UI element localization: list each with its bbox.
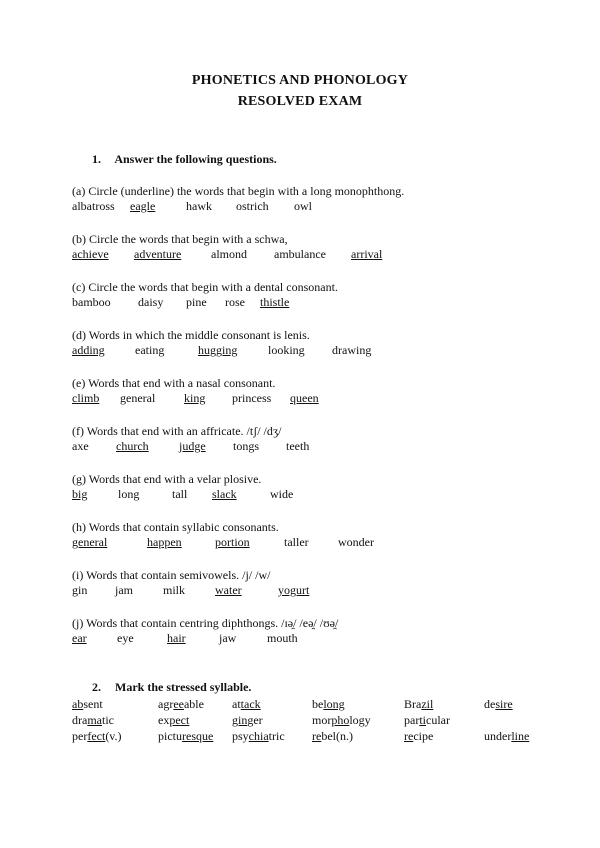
unstressed-part: (v.): [105, 729, 122, 743]
answer-word: daisy: [138, 295, 164, 309]
stress-word: [232, 713, 263, 728]
unstressed-part: under: [484, 729, 512, 743]
stressed-syllable: fect: [87, 729, 106, 743]
answer-word-selected: queen: [290, 391, 319, 405]
unstressed-part: psy: [232, 729, 249, 743]
section-1-heading: [92, 152, 277, 167]
answer-word: taller: [284, 535, 309, 549]
stressed-syllable: pho: [331, 713, 350, 727]
answer-word: jam: [115, 583, 133, 597]
answer-word: ambulance: [274, 247, 326, 261]
stressed-syllable: chia: [248, 729, 269, 743]
unstressed-part: tric: [268, 729, 285, 743]
answer-word: teeth: [286, 439, 310, 453]
answer-word: milk: [163, 583, 186, 597]
answer-word: eye: [117, 631, 134, 645]
answer-word: rose: [225, 295, 245, 309]
answer-word: axe: [72, 439, 89, 453]
stressed-syllable: re: [404, 729, 414, 743]
answer-word: drawing: [332, 343, 372, 357]
stress-word: [72, 729, 122, 744]
question-h: [72, 520, 374, 551]
answer-word-row: [72, 247, 383, 263]
question-i: [72, 568, 310, 599]
unstressed-part: at: [232, 697, 241, 711]
stress-word: [312, 697, 345, 712]
answer-word-row: [72, 295, 338, 311]
question-prompt: (i) Words that contain semivowels. /j/ /w/: [72, 568, 271, 582]
answer-word-selected: general: [72, 535, 108, 549]
stressed-syllable: ab: [72, 697, 84, 711]
unstressed-part: Bra: [404, 697, 422, 711]
answer-word-selected: arrival: [351, 247, 383, 261]
question-f: [72, 424, 310, 455]
section-2-heading: [92, 680, 251, 695]
stressed-syllable: gin: [232, 713, 248, 727]
answer-word-selected: hugging: [198, 343, 238, 357]
question-b: [72, 232, 383, 263]
answer-word-selected: portion: [215, 535, 250, 549]
question-c: [72, 280, 338, 311]
stressed-syllable: ee: [173, 697, 184, 711]
unstressed-part: agr: [158, 697, 174, 711]
unstressed-part: ger: [247, 713, 263, 727]
answer-word-selected: climb: [72, 391, 100, 405]
answer-word-selected: thistle: [260, 295, 290, 309]
page-subtitle: RESOLVED EXAM: [237, 94, 363, 109]
unstressed-part: bel(n.): [321, 729, 353, 743]
answer-word: ostrich: [236, 199, 269, 213]
unstressed-part: mor: [312, 713, 332, 727]
answer-word: wonder: [338, 535, 374, 549]
question-prompt: (b) Circle the words that begin with a schwa,: [72, 232, 288, 246]
answer-word-row: [72, 343, 372, 359]
stress-word: [158, 697, 204, 712]
unstressed-part: pictu: [158, 729, 182, 743]
stress-word: [484, 697, 513, 712]
question-prompt: (h) Words that contain syllabic consonants.: [72, 520, 279, 534]
stress-word: [404, 729, 433, 744]
unstressed-part: ex: [158, 713, 170, 727]
answer-word: long: [118, 487, 140, 501]
stress-word: [232, 697, 261, 712]
stress-word: [312, 729, 353, 744]
stress-word: [404, 697, 433, 712]
stressed-syllable: re: [312, 729, 322, 743]
answer-word-row: [72, 631, 338, 647]
unstressed-part: dra: [72, 713, 88, 727]
answer-word: tongs: [233, 439, 260, 453]
stress-word: [404, 713, 450, 728]
question-d: [72, 328, 372, 359]
answer-word: eating: [135, 343, 165, 357]
stress-word: [312, 713, 371, 728]
answer-word-selected: church: [116, 439, 149, 453]
stress-word: [232, 729, 285, 744]
section-2-number: 2.: [92, 680, 101, 694]
answer-word: albatross: [72, 199, 115, 213]
stressed-syllable: tack: [240, 697, 261, 711]
question-j: [72, 616, 338, 647]
stress-word: [484, 729, 529, 744]
answer-word: mouth: [267, 631, 298, 645]
page-title: PHONETICS AND PHONOLOGY: [191, 73, 409, 88]
unstressed-part: par: [404, 713, 420, 727]
unstressed-part: logy: [349, 713, 371, 727]
question-a: [72, 184, 404, 215]
section-1-number: 1.: [92, 152, 101, 166]
unstressed-part: be: [312, 697, 324, 711]
answer-word-selected: adding: [72, 343, 105, 357]
answer-word-row: [72, 535, 374, 551]
question-g: [72, 472, 294, 503]
question-prompt: (j) Words that contain centring diphthongs. /ɪə̯/ /eə̯/ /ʊə̯/: [72, 616, 339, 630]
stressed-syllable: pect: [169, 713, 190, 727]
answer-word-selected: yogurt: [278, 583, 310, 597]
unstressed-part: per: [72, 729, 88, 743]
answer-word: hawk: [186, 199, 212, 213]
unstressed-part: able: [183, 697, 204, 711]
answer-word: wide: [270, 487, 294, 501]
answer-word: general: [120, 391, 156, 405]
answer-word: owl: [294, 199, 312, 213]
answer-word-row: [72, 583, 310, 599]
stress-word: [158, 729, 213, 744]
unstressed-part: cipe: [413, 729, 434, 743]
answer-word: almond: [211, 247, 247, 261]
answer-word: gin: [72, 583, 88, 597]
question-prompt: (f) Words that end with an affricate. /tʃ/ /dʒ/: [72, 424, 282, 438]
stressed-syllable: zil: [421, 697, 434, 711]
stressed-syllable: line: [511, 729, 530, 743]
stressed-syllable: long: [323, 697, 345, 711]
question-prompt: (a) Circle (underline) the words that begin with a long monophthong.: [72, 184, 405, 198]
answer-word-selected: achieve: [72, 247, 109, 261]
stressed-syllable: resque: [182, 729, 214, 743]
question-prompt: (c) Circle the words that begin with a dental consonant.: [72, 280, 338, 294]
answer-word-selected: adventure: [134, 247, 182, 261]
answer-word: bamboo: [72, 295, 111, 309]
answer-word-row: [72, 439, 310, 455]
answer-word-row: [72, 199, 404, 215]
answer-word-selected: water: [215, 583, 242, 597]
stress-word: [72, 713, 114, 728]
answer-word-selected: happen: [147, 535, 182, 549]
answer-word-row: [72, 487, 294, 503]
answer-word-selected: slack: [212, 487, 237, 501]
section-1-title: Answer the following questions.: [114, 152, 277, 166]
answer-word: looking: [268, 343, 305, 357]
unstressed-part: sent: [83, 697, 103, 711]
section-2-title: Mark the stressed syllable.: [115, 680, 252, 694]
answer-word: jaw: [219, 631, 237, 645]
stressed-syllable: sire: [495, 697, 513, 711]
answer-word-row: [72, 391, 319, 407]
answer-word-selected: king: [184, 391, 206, 405]
stressed-syllable: ma: [87, 713, 102, 727]
question-prompt: (d) Words in which the middle consonant is lenis.: [72, 328, 310, 342]
answer-word-selected: ear: [72, 631, 87, 645]
question-prompt: (e) Words that end with a nasal consonant.: [72, 376, 276, 390]
answer-word-selected: eagle: [130, 199, 156, 213]
answer-word-selected: hair: [167, 631, 186, 645]
unstressed-part: cular: [426, 713, 450, 727]
question-prompt: (g) Words that end with a velar plosive.: [72, 472, 262, 486]
stressed-syllable: ti: [419, 713, 426, 727]
answer-word-selected: big: [72, 487, 88, 501]
answer-word-selected: judge: [179, 439, 206, 453]
answer-word: pine: [186, 295, 207, 309]
stress-word: [72, 697, 103, 712]
answer-word: princess: [232, 391, 272, 405]
answer-word: tall: [172, 487, 188, 501]
question-e: [72, 376, 319, 407]
unstressed-part: de: [484, 697, 496, 711]
unstressed-part: tic: [102, 713, 114, 727]
stress-word: [158, 713, 189, 728]
